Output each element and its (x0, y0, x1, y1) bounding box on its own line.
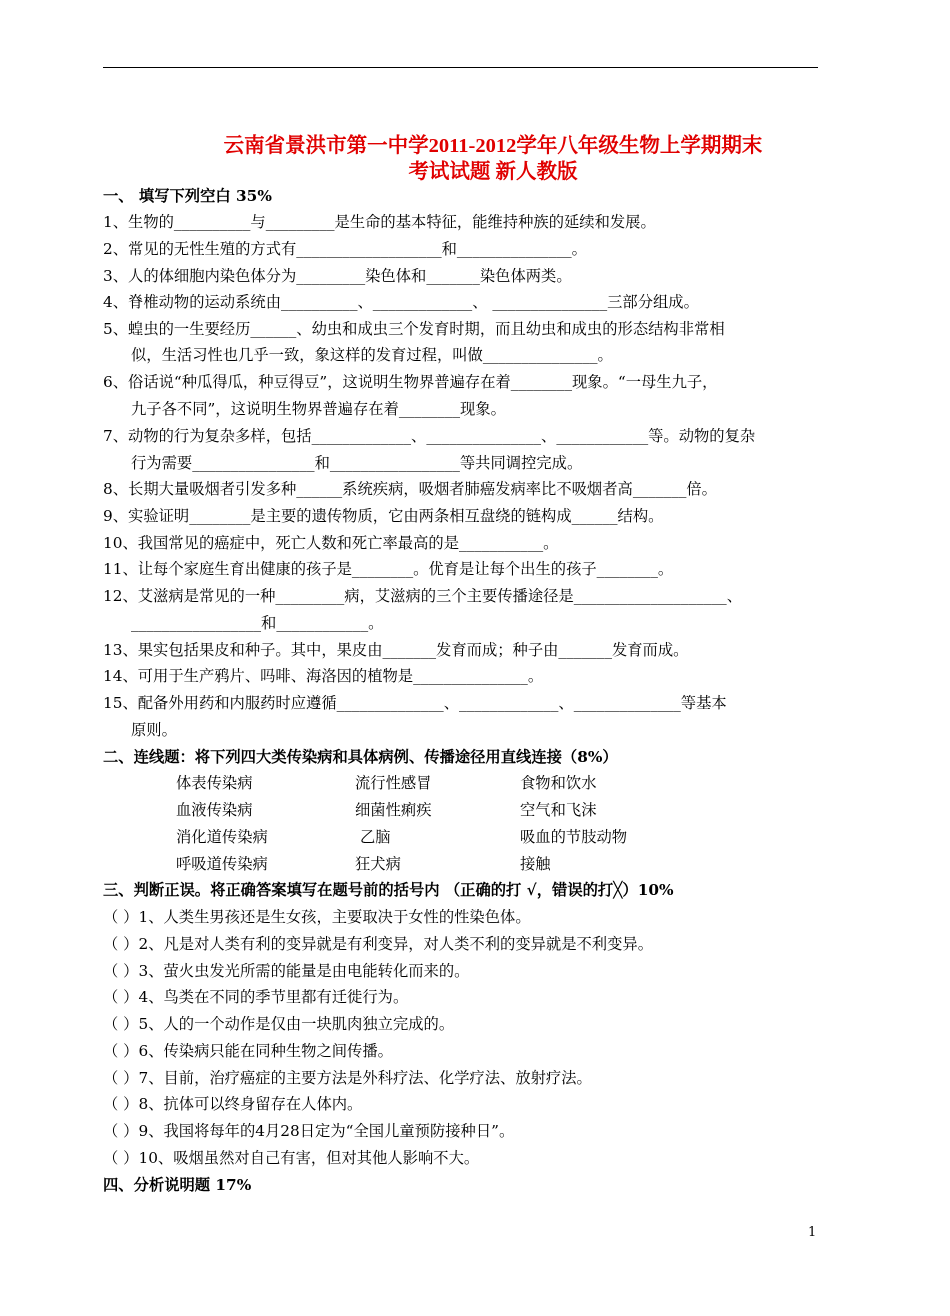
question-14: 14、可用于生产鸦片、吗啡、海洛因的植物是_______________。 (103, 667, 544, 685)
disease-category: 体表传染病 (176, 774, 253, 792)
judgement-item: （ ）7、目前，治疗癌症的主要方法是外科疗法、化学疗法、放射疗法。 (103, 1069, 592, 1087)
header-rule (103, 67, 818, 68)
disease-category: 血液传染病 (176, 801, 253, 819)
question-6-cont: 九子各不同”，这说明生物界普遍存在着________现象。 (131, 400, 506, 418)
question-3: 3、人的体细胞内染色体分为_________染色体和_______染色体两类。 (103, 267, 572, 285)
transmission-route: 空气和飞沫 (520, 801, 597, 819)
question-4: 4、脊椎动物的运动系统由__________、_____________、 _______________三部分组成。 (103, 293, 699, 311)
question-5: 5、蝗虫的一生要经历______、幼虫和成虫三个发育时期，而且幼虫和成虫的形态结构非常相 (103, 320, 725, 338)
exam-title-line1: 云南省景洪市第一中学2011-2012学年八年级生物上学期期末 (223, 135, 763, 157)
judgement-item: （ ）10、吸烟虽然对自己有害，但对其他人影响不大。 (103, 1149, 480, 1167)
question-12-cont: _________________和____________。 (131, 614, 384, 632)
section2-heading: 二、连线题：将下列四大类传染病和具体病例、传播途径用直线连接（8%） (103, 748, 618, 766)
question-13: 13、果实包括果皮和种子。其中，果皮由_______发育而成；种子由_______发育而成。 (103, 641, 689, 659)
section3-heading: 三、判断正误。将正确答案填写在题号前的括号内 （正确的打 √，错误的打╳）10% (103, 881, 674, 899)
page-number: 1 (808, 1225, 817, 1240)
disease-example: 狂犬病 (355, 855, 401, 873)
question-7: 7、动物的行为复杂多样，包括_____________、_______________、____________等。动物的复杂 (103, 427, 756, 445)
judgement-item: （ ）9、我国将每年的4月28日定为“全国儿童预防接种日”。 (103, 1122, 515, 1140)
question-2: 2、常见的无性生殖的方式有___________________和_______________。 (103, 240, 587, 258)
disease-example: 细菌性痢疾 (355, 801, 432, 819)
section1-heading: 一、 填写下列空白 35% (103, 187, 272, 205)
question-7-cont: 行为需要________________和_________________等共同调控完成。 (131, 454, 583, 472)
judgement-item: （ ）5、人的一个动作是仅由一块肌肉独立完成的。 (103, 1015, 455, 1033)
exam-title-line2: 考试试题 新人教版 (408, 161, 578, 183)
question-10: 10、我国常见的癌症中，死亡人数和死亡率最高的是___________。 (103, 534, 559, 552)
question-8: 8、长期大量吸烟者引发多种______系统疾病，吸烟者肺癌发病率比不吸烟者高_______倍。 (103, 480, 717, 498)
judgement-item: （ ）1、人类生男孩还是生女孩，主要取决于女性的性染色体。 (103, 908, 531, 926)
question-11: 11、让每个家庭生育出健康的孩子是________。优育是让每个出生的孩子________。 (103, 560, 674, 578)
judgement-item: （ ）8、抗体可以终身留存在人体内。 (103, 1095, 363, 1113)
disease-category: 呼吸道传染病 (176, 855, 268, 873)
disease-category: 消化道传染病 (176, 828, 268, 846)
question-5-cont: 似，生活习性也几乎一致，象这样的发育过程，叫做_______________。 (131, 346, 613, 364)
judgement-item: （ ）3、萤火虫发光所需的能量是由电能转化而来的。 (103, 962, 470, 980)
transmission-route: 食物和饮水 (520, 774, 597, 792)
question-1: 1、生物的__________与_________是生命的基本特征，能维持种族的延续和发展。 (103, 213, 656, 231)
section4-heading: 四、分析说明题 17% (103, 1176, 252, 1194)
question-9: 9、实验证明________是主要的遗传物质，它由两条相互盘绕的链构成______结构。 (103, 507, 664, 525)
judgement-item: （ ）6、传染病只能在同种生物之间传播。 (103, 1042, 393, 1060)
question-6: 6、俗话说“种瓜得瓜，种豆得豆”，这说明生物界普遍存在着________现象。“一母生九子， (103, 373, 718, 391)
question-12: 12、艾滋病是常见的一种_________病，艾滋病的三个主要传播途径是____________________、 (103, 587, 742, 605)
disease-example: 乙脑 (360, 828, 391, 846)
question-15: 15、配备外用药和内服药时应遵循______________、_____________、______________等基本 (103, 694, 727, 712)
judgement-item: （ ）4、鸟类在不同的季节里都有迁徙行为。 (103, 988, 409, 1006)
transmission-route: 接触 (520, 855, 551, 873)
disease-example: 流行性感冒 (355, 774, 432, 792)
question-15-cont: 原则。 (131, 721, 177, 739)
judgement-item: （ ）2、凡是对人类有利的变异就是有利变异，对人类不利的变异就是不利变异。 (103, 935, 653, 953)
transmission-route: 吸血的节肢动物 (520, 828, 628, 846)
